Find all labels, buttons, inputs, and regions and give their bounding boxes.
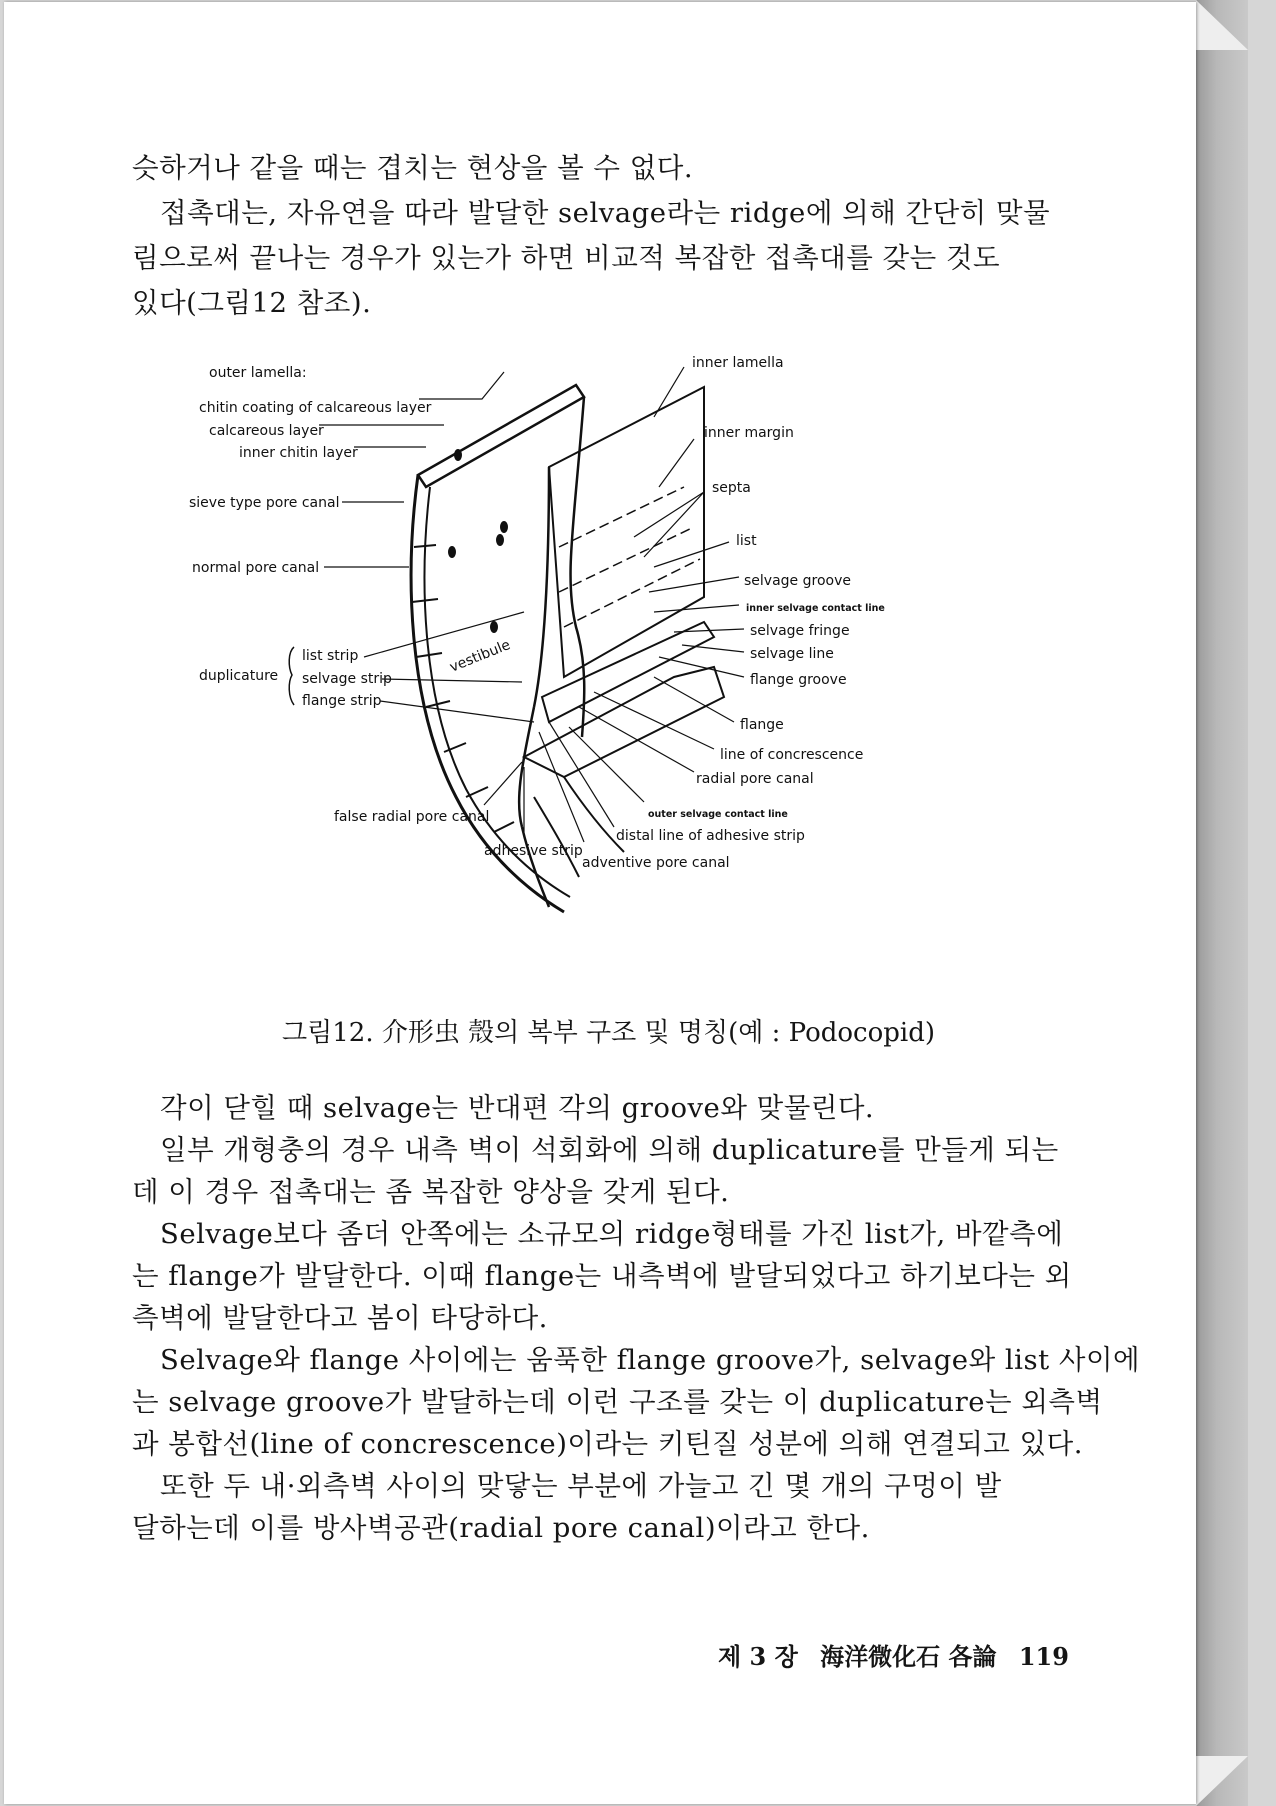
footer-section: 海洋微化石 各論 [820, 1642, 997, 1671]
label-distal-line-of-adhesive-strip: distal line of adhesive strip [616, 828, 805, 844]
page-footer [704, 1642, 1104, 1672]
label-vestibule: vestibule [447, 636, 513, 676]
text-line: 는 flange가 발달한다. 이때 flange는 내측벽에 발달되었다고 하기보다는 외 [132, 1260, 1072, 1292]
text-line: Selvage보다 좀더 안쪽에는 소규모의 ridge형태를 가진 list가, 바깥측에 [132, 1218, 1064, 1250]
label-duplicature: duplicature [199, 668, 279, 684]
flange-surface [542, 622, 714, 722]
text-line: 데 이 경우 접촉대는 좀 복잡한 양상을 갖게 된다. [132, 1176, 730, 1208]
book-spine [1196, 0, 1248, 1806]
label-septa: septa [712, 480, 751, 496]
label-outer-selvage-contact-line: outer selvage contact line [648, 809, 788, 820]
text-line: 측벽에 발달한다고 봄이 타당하다. [132, 1302, 548, 1334]
text-line: 각이 닫힐 때 selvage는 반대편 각의 groove와 맞물린다. [132, 1092, 875, 1124]
label-sieve-type-pore-canal: sieve type pore canal [189, 495, 340, 511]
ostracod-shell-diagram [189, 355, 1024, 997]
text-line: 는 selvage groove가 발달하는데 이런 구조를 갖는 이 duplicature는 외측벽 [132, 1386, 1103, 1418]
book-page [4, 2, 1196, 1804]
label-inner-lamella: inner lamella [692, 355, 784, 371]
label-inner-chitin-layer: inner chitin layer [239, 445, 358, 461]
text-line: 슷하거나 같을 때는 겹치는 현상을 볼 수 없다. [132, 152, 694, 184]
text-line: 과 봉합선(line of concrescence)이라는 키틴질 성분에 의해 연결되고 있다. [132, 1428, 1083, 1460]
shell-interior-surface [571, 397, 585, 737]
label-list-strip: list strip [302, 648, 359, 664]
label-selvage-line: selvage line [750, 646, 834, 662]
text-line: Selvage와 flange 사이에는 움푹한 flange groove가, selvage와 list 사이에 [132, 1344, 1141, 1376]
footer-chapter: 제 3 장 [718, 1642, 798, 1671]
label-line-of-concrescence: line of concrescence [720, 747, 864, 763]
label-list: list [736, 533, 757, 549]
text-line: 일부 개형충의 경우 내측 벽이 석회화에 의해 duplicature를 만들게 되는 [132, 1134, 1059, 1166]
label-adhesive-strip: adhesive strip [484, 843, 583, 859]
diagram-svg [189, 355, 1024, 997]
label-selvage-groove: selvage groove [744, 573, 851, 589]
label-calcareous-layer: calcareous layer [209, 423, 324, 439]
label-flange-groove: flange groove [750, 672, 847, 688]
label-selvage-strip: selvage strip [302, 671, 392, 687]
label-flange-strip: flange strip [302, 693, 382, 709]
figure-caption: 그림12. 介形虫 殼의 복부 구조 및 명칭(예 : Podocopid) [282, 1018, 935, 1048]
label-outer-lamella: outer lamella: [209, 365, 307, 381]
label-inner-margin: inner margin [704, 425, 794, 441]
label-selvage-fringe: selvage fringe [750, 623, 850, 639]
text-line: 달하는데 이를 방사벽공관(radial pore canal)이라고 한다. [132, 1512, 870, 1544]
label-normal-pore-canal: normal pore canal [192, 560, 320, 576]
label-chitin-coating: chitin coating of calcareous layer [199, 400, 432, 416]
text-line: 림으로써 끝나는 경우가 있는가 하면 비교적 복잡한 접촉대를 갖는 것도 [132, 242, 1001, 274]
label-false-radial-pore-canal: false radial pore canal [334, 809, 490, 825]
text-line: 접촉대는, 자유연을 따라 발달한 selvage라는 ridge에 의해 간단히 맞물 [132, 197, 1051, 229]
label-flange: flange [740, 717, 784, 733]
label-radial-pore-canal: radial pore canal [696, 771, 814, 787]
page-number: 119 [1018, 1642, 1069, 1671]
label-adventive-pore-canal: adventive pore canal [582, 855, 730, 871]
text-line: 있다(그림12 참조). [132, 287, 372, 319]
text-line: 또한 두 내·외측벽 사이의 맞닿는 부분에 가늘고 긴 몇 개의 구멍이 발 [132, 1470, 1002, 1502]
outer-wall-top-edge [418, 385, 584, 487]
label-inner-selvage-contact-line: inner selvage contact line [746, 603, 885, 614]
